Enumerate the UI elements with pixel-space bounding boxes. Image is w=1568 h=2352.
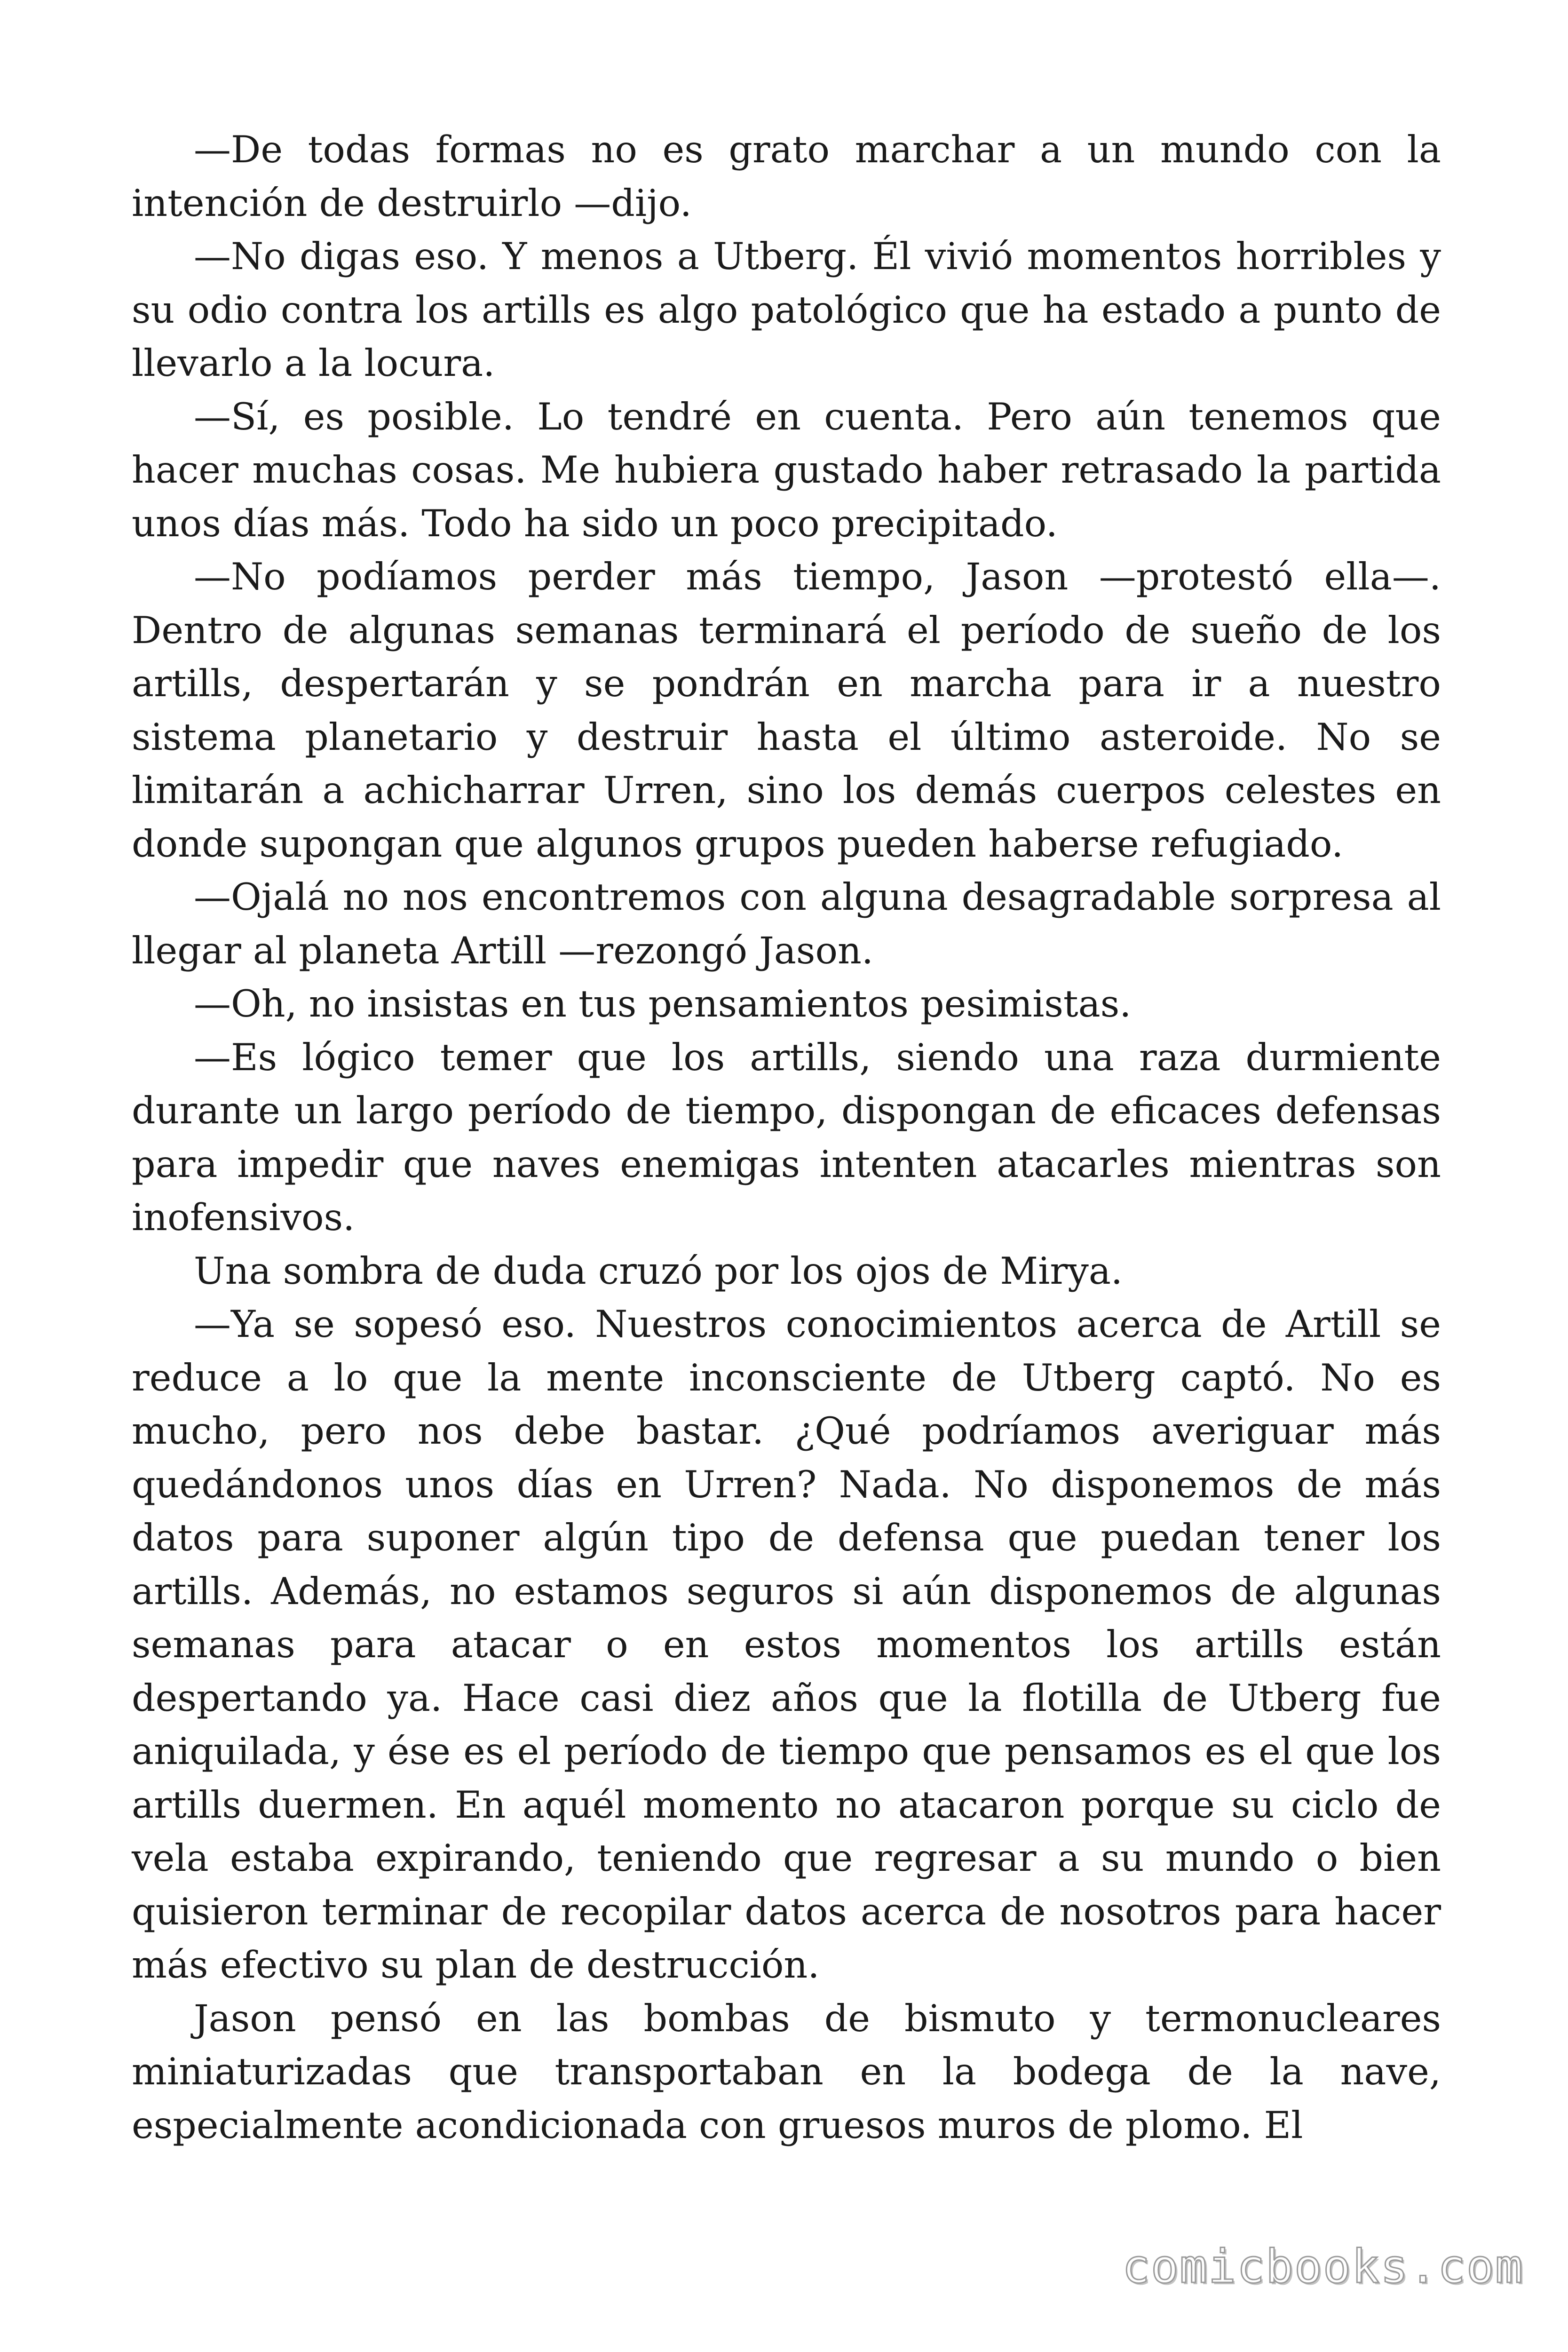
paragraph-2: —No digas eso. Y menos a Utberg. Él vivió momentos horribles y su odio contra los artills es algo patológico que ha estado a punto de llevarlo a la locura. — [132, 235, 1441, 385]
paragraph-5: —Ojalá no nos encontremos con alguna desagradable sorpresa al llegar al planeta Artill —rezongó Jason. — [132, 875, 1441, 972]
paragraph-6: —Oh, no insistas en tus pensamientos pesimistas. — [194, 982, 1132, 1025]
paragraph-8: Una sombra de duda cruzó por los ojos de Mirya. — [194, 1249, 1123, 1293]
watermark: comicbooks.com — [1122, 2240, 1524, 2294]
body-text — [132, 123, 1441, 2152]
paragraph-7: —Es lógico temer que los artills, siendo una raza durmiente durante un largo período de tiempo, dispongan de eficaces defensas para impedir que naves enemigas intenten atacarles mientras son inofensivos. — [132, 1035, 1441, 1239]
paragraph-1: —De todas formas no es grato marchar a un mundo con la intención de destruirlo —dijo. — [132, 128, 1441, 225]
paragraph-4: —No podíamos perder más tiempo, Jason —protestó ella—. Dentro de algunas semanas terminará el período de sueño de los artills, despertarán y se pondrán en marcha para ir a nuestro sistema planetario y destruir hasta el último asteroide. No se limitarán a achicharrar Urren, sino los demás cuerpos celestes en donde supongan que algunos grupos pueden haberse refugiado. — [132, 555, 1441, 866]
paragraph-10: Jason pensó en las bombas de bismuto y termonucleares miniaturizadas que transportaban en la bodega de la nave, especialmente acondicionada con gruesos muros de plomo. El — [132, 1996, 1441, 2147]
paragraph-9: —Ya se sopesó eso. Nuestros conocimientos acerca de Artill se reduce a lo que la mente inconsciente de Utberg captó. No es mucho, pero nos debe bastar. ¿Qué podríamos averiguar más quedándonos unos días en Urren? Nada. No disponemos de más datos para suponer algún tipo de defensa que puedan tener los artills. Además, no estamos seguros si aún disponemos de algunas semanas para atacar o en estos momentos los artills están despertando ya. Hace casi diez años que la flotilla de Utberg fue aniquilada, y ése es el período de tiempo que pensamos es el que los artills duermen. En aquél momento no atacaron porque su ciclo de vela estaba expirando, teniendo que regresar a su mundo o bien quisieron terminar de recopilar datos acerca de nosotros para hacer más efectivo su plan de destrucción. — [132, 1303, 1441, 1986]
paragraph-3: —Sí, es posible. Lo tendré en cuenta. Pero aún tenemos que hacer muchas cosas. Me hubiera gustado haber retrasado la partida unos días más. Todo ha sido un poco precipitado. — [132, 395, 1441, 545]
